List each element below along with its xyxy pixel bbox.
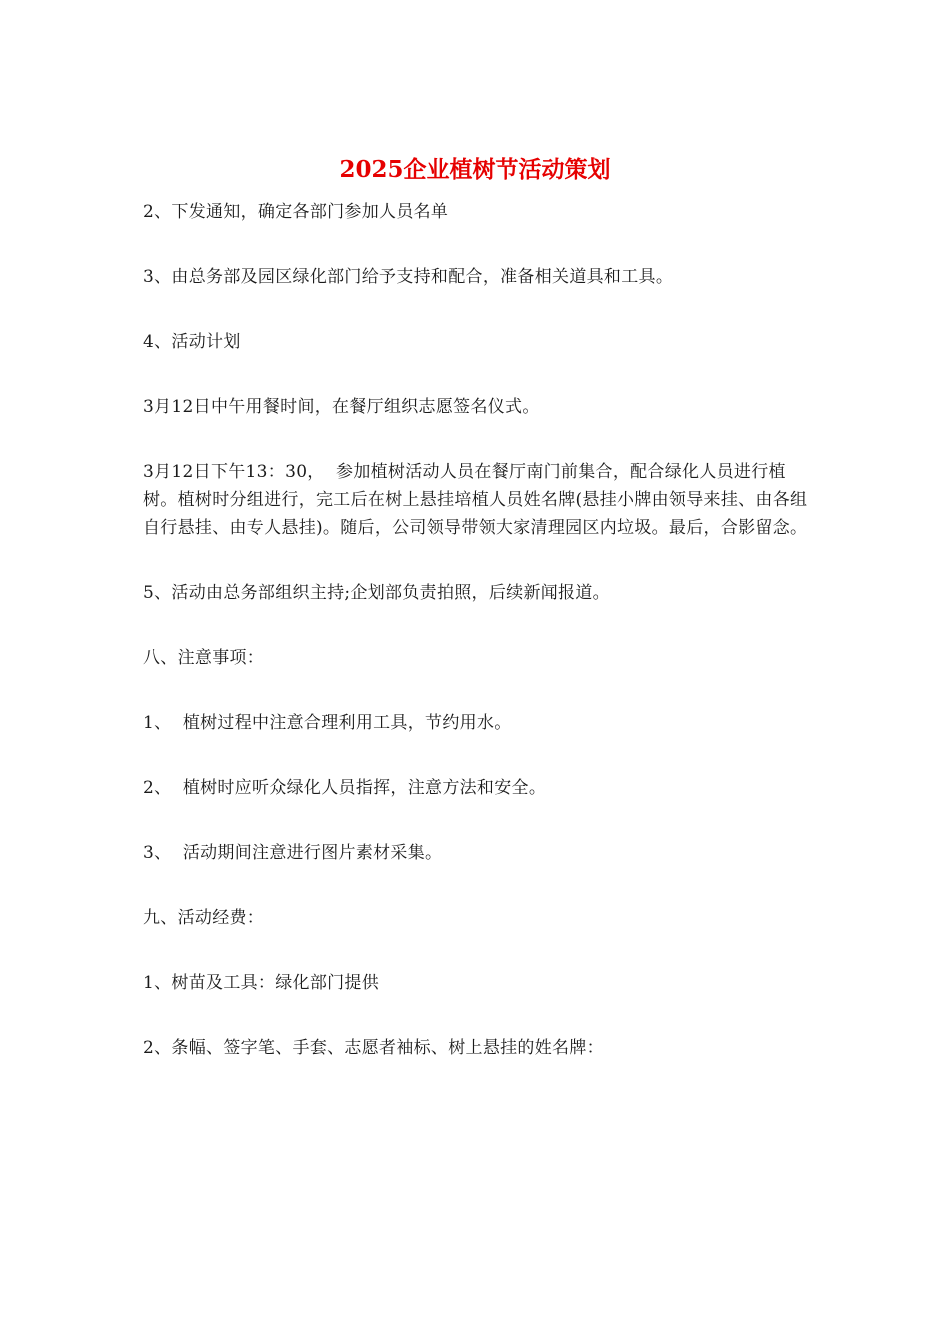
budget-item-2: 2、条幅、签字笔、手套、志愿者袖标、树上悬挂的姓名牌： [143,1038,604,1058]
paragraph-support: 3、由总务部及园区绿化部门给予支持和配合，准备相关道具和工具。 [143,267,674,287]
document-title: 2025企业植树节活动策划 [339,156,611,183]
paragraph-plan-heading: 4、活动计划 [143,332,241,352]
note-item-1: 1、 植树过程中注意合理利用工具，节约用水。 [143,713,512,733]
paragraph-signing-ceremony: 3月12日中午用餐时间，在餐厅组织志愿签名仪式。 [143,397,540,417]
section-heading-budget: 九、活动经费： [143,908,265,928]
budget-item-1: 1、树苗及工具：绿化部门提供 [143,973,380,993]
paragraph-notice: 2、下发通知，确定各部门参加人员名单 [143,202,449,222]
note-item-2: 2、 植树时应听众绿化人员指挥，注意方法和安全。 [143,778,547,798]
document-body [143,198,808,1062]
paragraph-organizer: 5、活动由总务部组织主持;企划部负责拍照，后续新闻报道。 [143,583,610,603]
note-item-3: 3、 活动期间注意进行图片素材采集。 [143,843,443,863]
section-heading-notes: 八、注意事项： [143,648,265,668]
paragraph-planting-schedule: 3月12日下午13：30， 参加植树活动人员在餐厅南门前集合，配合绿化人员进行植树。植树时分组进行，完工后在树上悬挂培植人员姓名牌(悬挂小牌由领导来挂、由各组自行悬挂、由专人悬挂)。随后，公司领导带领大家清理园区内垃圾。最后，合影留念。 [143,462,808,538]
